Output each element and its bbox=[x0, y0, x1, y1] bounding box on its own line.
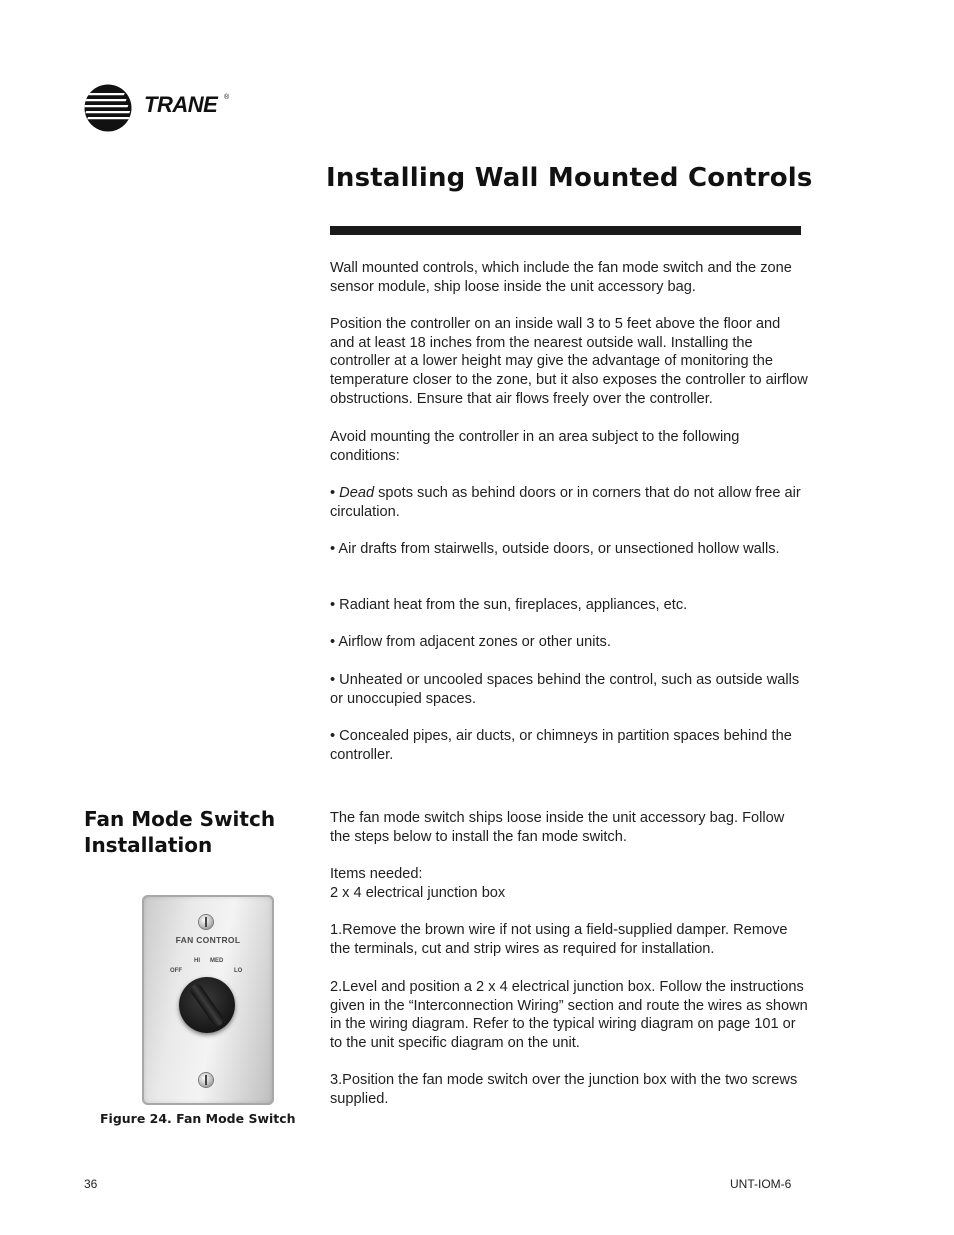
position-lo-label: LO bbox=[234, 968, 243, 974]
paragraph-position: Position the controller on an inside wall 3 to 5 feet above the floor and and at least 18 inches from the nearest outside wall. Installing the controller at a lower height may give the advantage of monitoring the temperature closer to the zone, but it also exposes the controller to airflow obstructions. Ensure that air flows freely over the controller. bbox=[330, 316, 808, 407]
bullet-concealed-pipes: • Concealed pipes, air ducts, or chimneys in partition spaces behind the controller. bbox=[330, 728, 792, 763]
bullet-dead-spots: • Dead spots such as behind doors or in corners that do not allow free air circulation. bbox=[330, 485, 801, 520]
position-hi-label: HI bbox=[194, 958, 200, 964]
items-needed bbox=[330, 865, 808, 902]
paragraph-avoid: Avoid mounting the controller in an area subject to the following conditions: bbox=[330, 429, 740, 464]
title-rule bbox=[330, 226, 801, 235]
figure-caption: Figure 24. Fan Mode Switch bbox=[100, 1111, 296, 1126]
position-off-label: OFF bbox=[170, 968, 182, 974]
knob-grip bbox=[188, 982, 225, 1028]
bullet-dead-text: spots such as behind doors or in corners that do not allow free air circulation. bbox=[330, 485, 801, 520]
fan-switch-heading bbox=[84, 806, 314, 858]
fan-mode-switch-figure bbox=[142, 895, 274, 1105]
bullet-dead-emphasis: Dead bbox=[339, 485, 375, 501]
top-screw-icon bbox=[199, 915, 213, 929]
bullet-airflow: • Airflow from adjacent zones or other units. bbox=[330, 634, 611, 650]
plate-label: FAN CONTROL bbox=[175, 935, 241, 945]
bottom-screw-icon bbox=[199, 1073, 213, 1087]
fan-switch-intro: The fan mode switch ships loose inside the unit accessory bag. Follow the steps below to install the fan mode switch. bbox=[330, 810, 785, 845]
paragraph-intro: Wall mounted controls, which include the fan mode switch and the zone sensor module, ship loose inside the unit accessory bag. bbox=[330, 260, 792, 295]
fan-switch-heading-line2: Installation bbox=[84, 833, 213, 857]
trane-circle-icon bbox=[84, 84, 134, 134]
bullet-unheated-spaces: • Unheated or uncooled spaces behind the control, such as outside walls or unoccupied spaces. bbox=[330, 672, 800, 707]
document-id: UNT-IOM-6 bbox=[730, 1177, 792, 1191]
items-needed-value: 2 x 4 electrical junction box bbox=[330, 884, 506, 901]
bullet-radiant-heat: • Radiant heat from the sun, fireplaces, appliances, etc. bbox=[330, 597, 688, 613]
fan-knob-icon bbox=[179, 977, 235, 1033]
page-number: 36 bbox=[84, 1177, 98, 1191]
logo-wordmark: TRANE bbox=[144, 92, 218, 117]
items-needed-label: Items needed: bbox=[330, 866, 423, 882]
registered-mark: ® bbox=[224, 94, 230, 101]
position-med-label: MED bbox=[210, 958, 224, 964]
bullet-air-drafts: • Air drafts from stairwells, outside doors, or unsectioned hollow walls. bbox=[330, 541, 780, 557]
trane-logo bbox=[84, 84, 234, 134]
fan-switch-heading-line1: Fan Mode Switch bbox=[84, 807, 276, 831]
step-1: 1.Remove the brown wire if not using a field-supplied damper. Remove the terminals, cut and strip wires as required for installation. bbox=[330, 922, 788, 957]
page-title: Installing Wall Mounted Controls bbox=[326, 163, 813, 193]
step-3: 3.Position the fan mode switch over the junction box with the two screws supplied. bbox=[330, 1072, 798, 1107]
step-2: 2.Level and position a 2 x 4 electrical junction box. Follow the instructions given in the “Interconnection Wiring” section and route the wires as shown in the wiring diagram. Refer to the typical wiring diagram on page 101 or to the unit specific diagram on the unit. bbox=[330, 979, 808, 1052]
